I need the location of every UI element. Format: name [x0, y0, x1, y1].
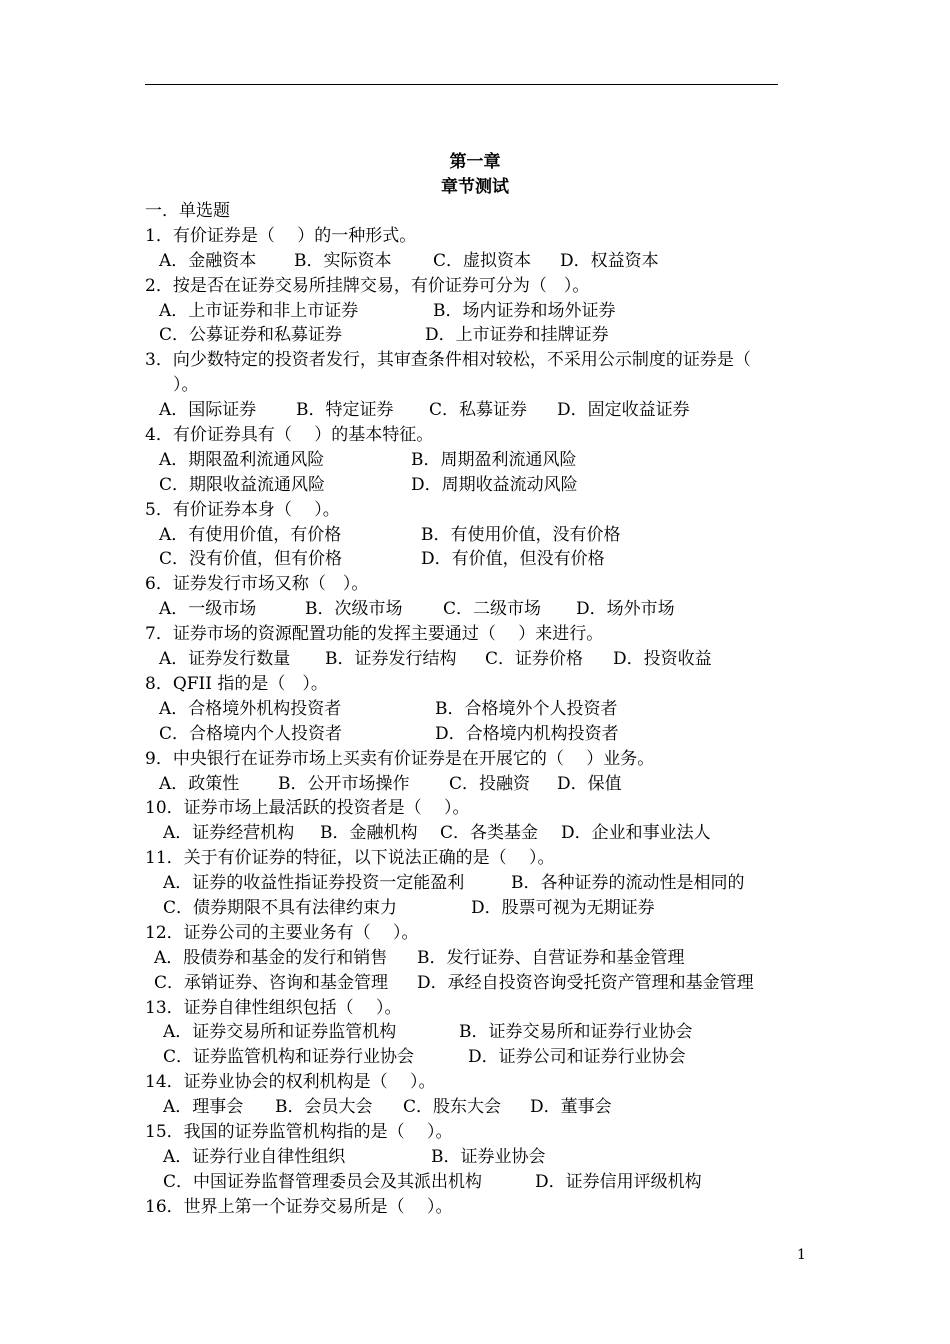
option: A．合格境外机构投资者 — [159, 698, 342, 719]
option: C．债券期限不具有法律约束力 — [163, 897, 398, 918]
question-stem: 9．中央银行在证券市场上买卖有价证券是在开展它的（ ）业务。 — [145, 748, 655, 769]
question-stem: 15．我国的证券监管机构指的是（ ）。 — [145, 1121, 453, 1142]
option: C．公募证券和私募证券 — [159, 325, 343, 346]
question-stem: 4．有价证券具有（ ）的基本特征。 — [145, 425, 434, 446]
option-row — [145, 722, 825, 747]
option: B．发行证券、自营证券和基金管理 — [417, 947, 685, 968]
option: D．权益资本 — [560, 250, 659, 271]
question-stem: 16．世界上第一个证券交易所是（ ）。 — [145, 1196, 453, 1217]
option: C．合格境内个人投资者 — [159, 723, 343, 744]
option: D．承经自投资咨询受托资产管理和基金管理 — [417, 972, 754, 993]
option: A．一级市场 — [159, 599, 257, 620]
option: D．证券公司和证券行业协会 — [468, 1047, 686, 1068]
option-row — [145, 597, 825, 622]
question-stem: 2．按是否在证券交易所挂牌交易，有价证券可分为（ ）。 — [145, 275, 590, 296]
option-row — [145, 1145, 825, 1170]
question-stem: 8．QFII 指的是（ ）。 — [145, 673, 328, 694]
option: D．企业和事业法人 — [561, 823, 711, 844]
option: A．金融资本 — [159, 250, 257, 271]
option: D．周期收益流动风险 — [411, 474, 578, 495]
option: B．各种证券的流动性是相同的 — [511, 873, 745, 894]
option: C．投融资 — [449, 773, 531, 794]
option: D．合格境内机构投资者 — [435, 723, 619, 744]
option-row — [145, 697, 825, 722]
option: A．证券发行数量 — [159, 649, 291, 670]
option: A．股债券和基金的发行和销售 — [154, 947, 388, 968]
option-row — [145, 299, 825, 324]
option: A．证券经营机构 — [163, 823, 295, 844]
chapter-heading: 第一章 — [449, 152, 501, 172]
option-row — [145, 448, 825, 473]
question-list — [145, 199, 825, 1220]
option: C．证券价格 — [485, 649, 584, 670]
option: B．次级市场 — [305, 599, 403, 620]
option: C．股东大会 — [403, 1097, 502, 1118]
question-stem: 14．证券业协会的权利机构是（ ）。 — [145, 1072, 436, 1093]
question-stem: 7．证券市场的资源配置功能的发挥主要通过（ ）来进行。 — [145, 624, 604, 645]
question-stem-line: 3．向少数特定的投资者发行，其审查条件相对较松，不采用公示制度的证券是（ — [145, 350, 751, 371]
header-rule — [145, 84, 778, 85]
option-row — [145, 1095, 825, 1120]
option: D．保值 — [557, 773, 622, 794]
option: B．会员大会 — [275, 1097, 373, 1118]
option: B．公开市场操作 — [278, 773, 410, 794]
option: C．二级市场 — [443, 599, 542, 620]
option-row — [145, 1020, 825, 1045]
section-label: 一．单选题 — [145, 201, 230, 221]
option: A．理事会 — [163, 1097, 244, 1118]
option-row — [145, 647, 825, 672]
option-row — [145, 1170, 825, 1195]
option: A．国际证券 — [159, 400, 257, 421]
question-stem: 10．证券市场上最活跃的投资者是（ ）。 — [145, 798, 470, 819]
option: C．私募证券 — [429, 400, 528, 421]
option: C．虚拟资本 — [433, 250, 532, 271]
question-stem: 6．证券发行市场又称（ ）。 — [145, 574, 369, 595]
option: B．证券发行结构 — [325, 649, 457, 670]
question-stem-line: ）。 — [173, 375, 199, 396]
option-row — [145, 871, 825, 896]
option: D．投资收益 — [613, 649, 712, 670]
question-stem: 11．关于有价证券的特征，以下说法正确的是（ ）。 — [145, 848, 555, 869]
option: D．董事会 — [530, 1097, 612, 1118]
option-row — [145, 896, 825, 921]
question-stem: 13．证券自律性组织包括（ ）。 — [145, 997, 402, 1018]
question-stem: 5．有价证券本身（ ）。 — [145, 499, 340, 520]
option-row — [145, 473, 825, 498]
option-row — [145, 821, 825, 846]
option-row — [145, 971, 825, 996]
option: D．有价值，但没有价格 — [421, 549, 605, 570]
option: B．场内证券和场外证券 — [433, 300, 616, 321]
section-title: 章节测试 — [441, 177, 509, 197]
option: B．特定证券 — [296, 400, 394, 421]
option: D．场外市场 — [576, 599, 675, 620]
option: B．金融机构 — [320, 823, 418, 844]
option: A．上市证券和非上市证券 — [159, 300, 359, 321]
option: D．固定收益证券 — [557, 400, 690, 421]
option: A．期限盈利流通风险 — [159, 449, 325, 470]
option: B．周期盈利流通风险 — [411, 449, 577, 470]
option: C．没有价值，但有价格 — [159, 549, 343, 570]
option: B．实际资本 — [294, 250, 392, 271]
option-row — [145, 398, 825, 423]
option-row — [145, 946, 825, 971]
option-row — [145, 1045, 825, 1070]
option: A．证券交易所和证券监管机构 — [163, 1022, 397, 1043]
option-row — [145, 547, 825, 572]
option: B．证券交易所和证券行业协会 — [459, 1022, 693, 1043]
option: B．证券业协会 — [431, 1146, 546, 1167]
option: C．各类基金 — [440, 823, 539, 844]
question-stem: 1．有价证券是（ ）的一种形式。 — [145, 225, 417, 246]
option: A．政策性 — [159, 773, 240, 794]
option: A．证券的收益性指证券投资一定能盈利 — [163, 873, 465, 894]
option: B．合格境外个人投资者 — [435, 698, 618, 719]
option: B．有使用价值，没有价格 — [421, 524, 621, 545]
option: D．股票可视为无期证券 — [471, 897, 655, 918]
page-number: 1 — [797, 1247, 806, 1263]
option-row — [145, 323, 825, 348]
question-stem: 12．证券公司的主要业务有（ ）。 — [145, 922, 419, 943]
option: C．证券监管机构和证券行业协会 — [163, 1047, 415, 1068]
option: A．证券行业自律性组织 — [163, 1146, 346, 1167]
option: D．上市证券和挂牌证券 — [425, 325, 609, 346]
option-row — [145, 249, 825, 274]
option: C．中国证券监督管理委员会及其派出机构 — [163, 1171, 483, 1192]
option: D．证券信用评级机构 — [535, 1171, 702, 1192]
option: C．承销证券、咨询和基金管理 — [154, 972, 389, 993]
option-row — [145, 772, 825, 797]
option-row — [145, 523, 825, 548]
option: A．有使用价值，有价格 — [159, 524, 342, 545]
question-stem — [145, 348, 825, 398]
option: C．期限收益流通风险 — [159, 474, 326, 495]
